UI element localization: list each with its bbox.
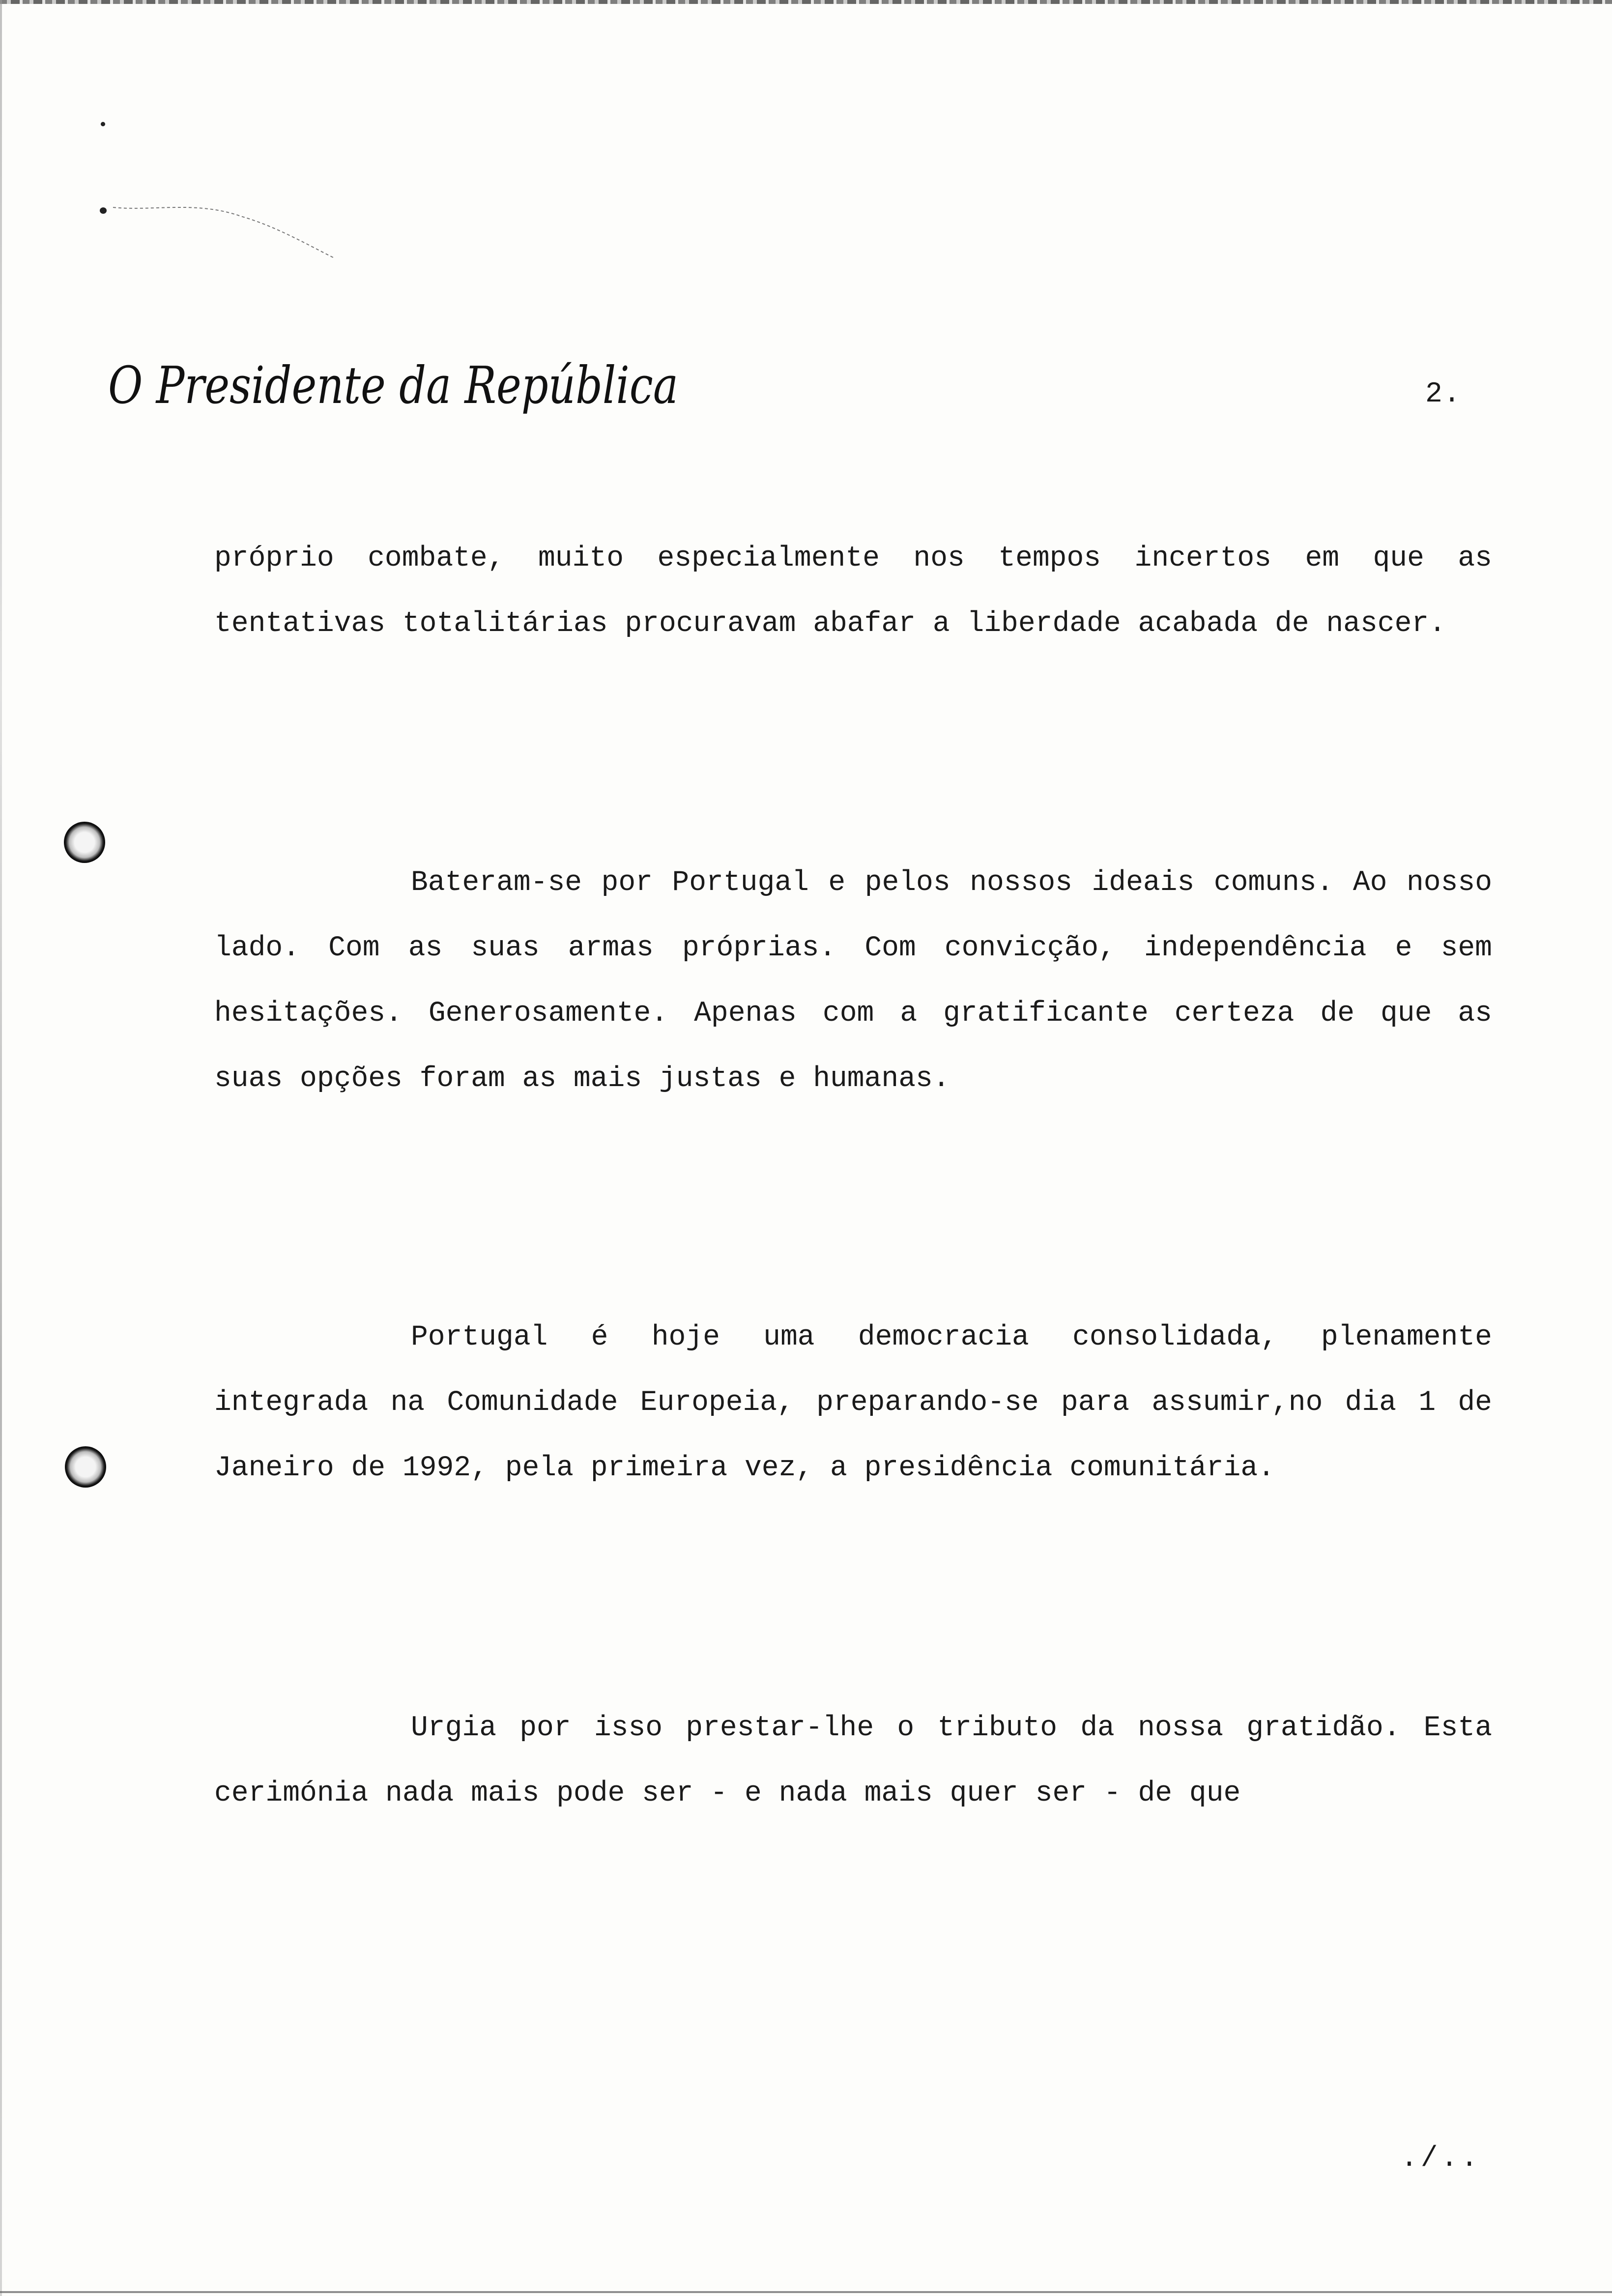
scan-speck <box>101 122 105 126</box>
punch-hole-bottom <box>65 1446 106 1488</box>
scan-scratch <box>98 197 354 270</box>
paragraph-4: Urgia por isso prestar-lhe o tributo da nossa gratidão. Esta cerimónia nada mais pode ser - e nada mais quer ser - de que <box>214 1712 1492 1809</box>
svg-text:O Presidente da República: O Presidente da República <box>108 355 678 415</box>
punch-hole-top <box>64 822 105 863</box>
scan-left-edge <box>0 0 2 2296</box>
paragraph-1: próprio combate, muito especialmente nos tempos incertos em que as tentativas totalitárias procuravam abafar a liberdade acabada de nascer. <box>214 543 1492 640</box>
paragraph-2: Bateram-se por Portugal e pelos nossos ideais comuns. Ao nosso lado. Com as suas armas próprias. Com convicção, independência e sem hesitações. Generosamente. Apenas com a gratificante certeza de que as suas opções foram as mais justas e humanas. <box>214 867 1492 1095</box>
scan-bottom-edge <box>0 2291 1612 2293</box>
letterhead-logo <box>103 344 693 442</box>
page-number: 2. <box>1425 378 1462 410</box>
scan-top-edge <box>0 0 1612 4</box>
paragraph-3: Portugal é hoje uma democracia consolidada, plenamente integrada na Comunidade Europeia, preparando-se para assumir,no dia 1 de Janeiro de 1992, pela primeira vez, a presidência comunitária. <box>214 1321 1492 1484</box>
continuation-mark: ./.. <box>1401 2143 1481 2175</box>
